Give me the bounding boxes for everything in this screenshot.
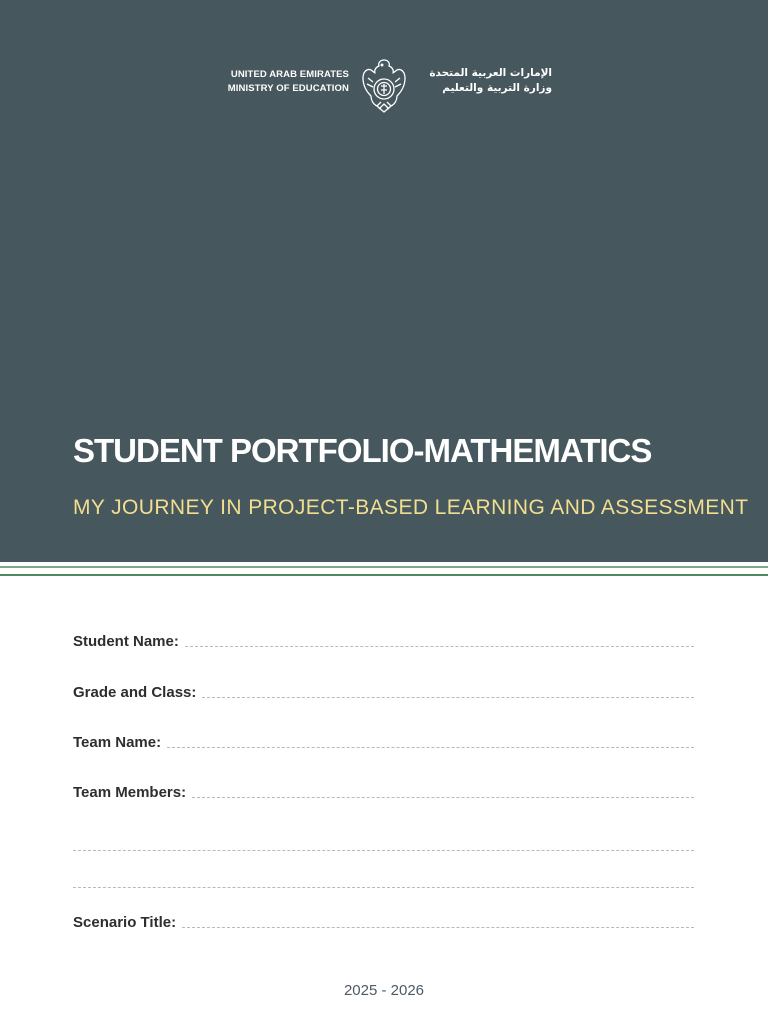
divider-green-light [0, 566, 768, 568]
scenario-title-line[interactable] [182, 927, 694, 928]
logo-arabic-text [417, 66, 552, 96]
team-name-label: Team Name: [73, 734, 162, 751]
team-members-label: Team Members: [73, 784, 187, 801]
divider-green-dark [0, 574, 768, 576]
ministry-logo [0, 56, 768, 116]
team-members-field[interactable] [73, 781, 694, 803]
team-members-extra-line-1[interactable] [73, 850, 694, 851]
logo-en-line1: UNITED ARAB EMIRATES [230, 69, 349, 80]
uae-falcon-emblem-icon [359, 56, 409, 116]
team-members-extra-line-2[interactable] [73, 887, 694, 888]
logo-english-text [228, 68, 349, 96]
grade-class-label: Grade and Class: [73, 684, 197, 701]
logo-en-line2: MINISTRY OF EDUCATION [227, 83, 349, 94]
grade-class-line[interactable] [202, 697, 694, 698]
team-name-field[interactable] [73, 731, 694, 753]
page-title: STUDENT PORTFOLIO-MATHEMATICS [73, 432, 652, 469]
student-name-label: Student Name: [73, 633, 179, 650]
logo-ar-line2: وزارة التربية والتعليم [442, 82, 552, 94]
academic-year: 2025 - 2026 [343, 982, 425, 999]
team-name-line[interactable] [167, 747, 694, 748]
team-members-line[interactable] [192, 797, 694, 798]
page-subtitle: MY JOURNEY IN PROJECT-BASED LEARNING AND ASSESSMENT [73, 496, 749, 519]
scenario-title-field[interactable] [73, 911, 694, 933]
grade-class-field[interactable] [73, 681, 694, 703]
student-name-line[interactable] [185, 646, 694, 647]
scenario-title-label: Scenario Title: [73, 914, 177, 931]
logo-ar-line1: الإمارات العربية المتحدة [429, 67, 552, 79]
student-name-field[interactable] [73, 630, 694, 652]
